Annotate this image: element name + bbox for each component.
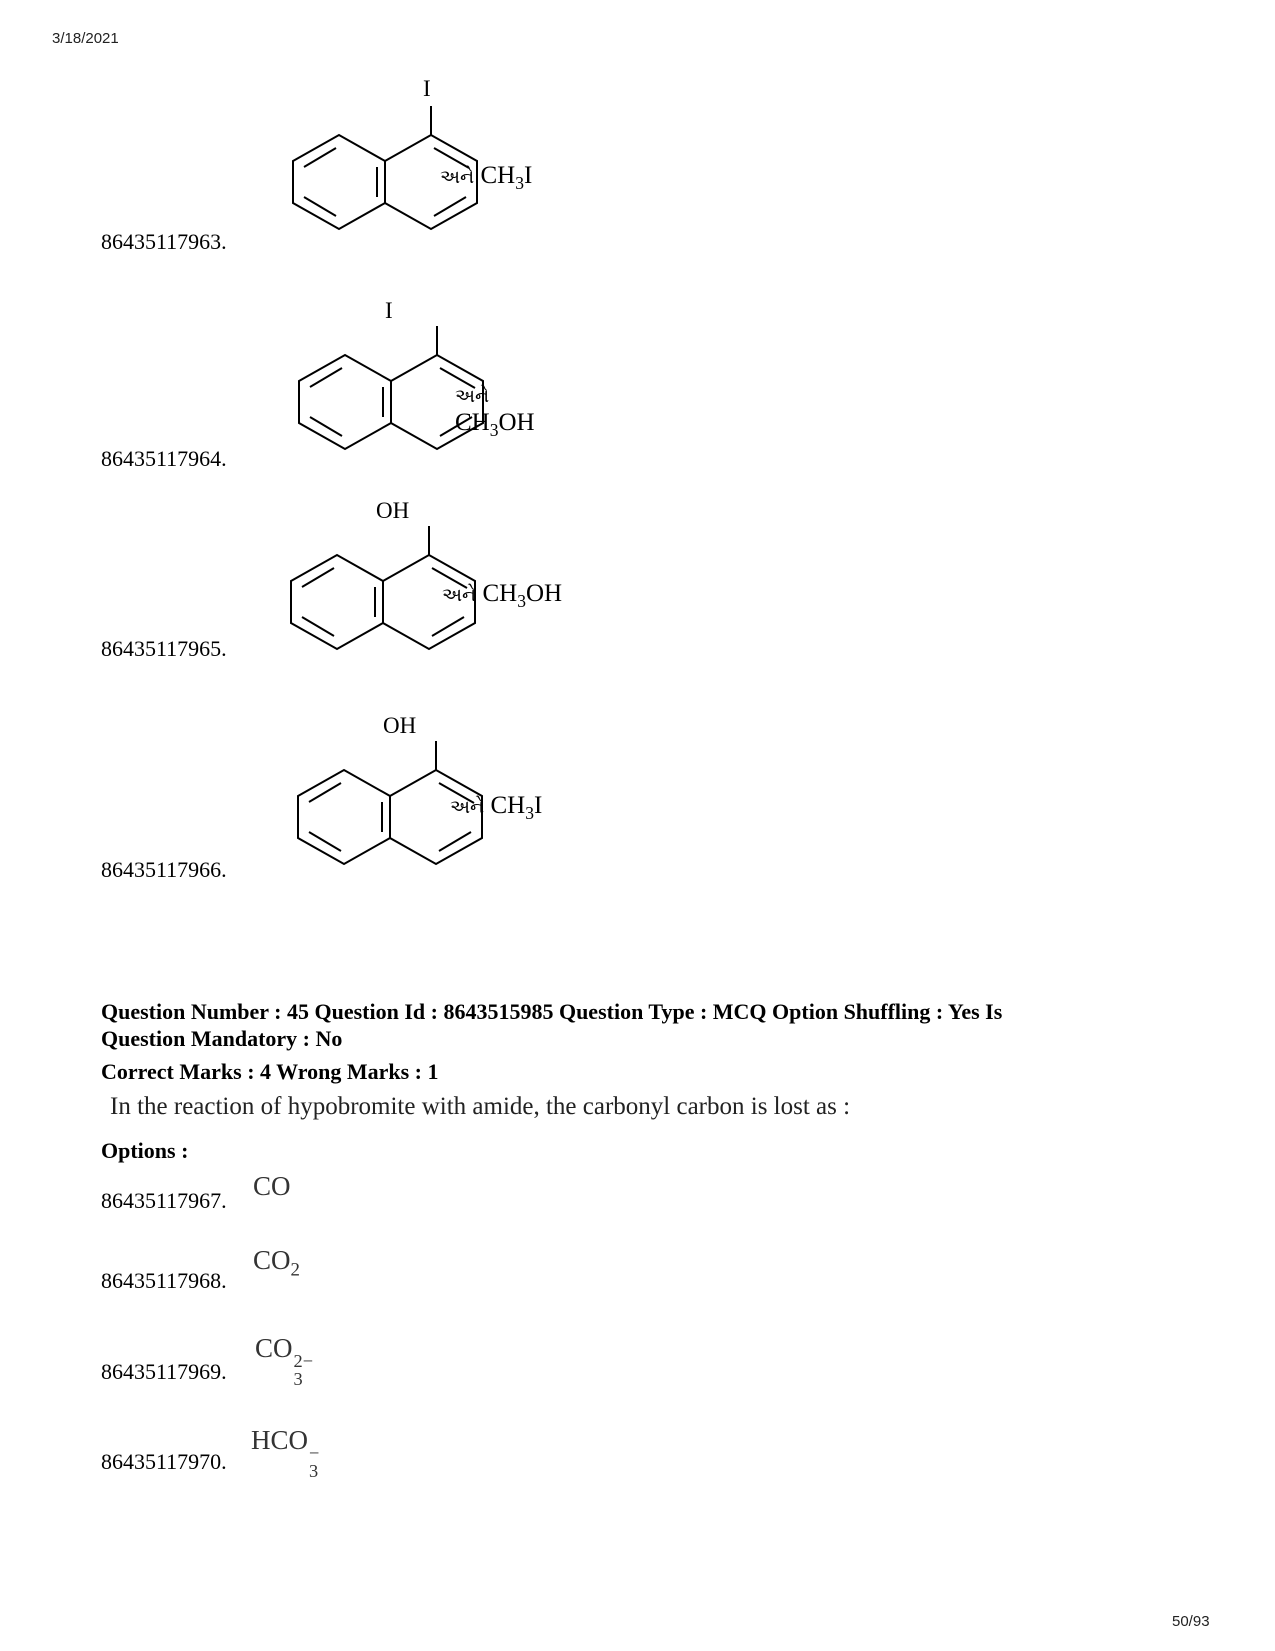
print-date: 3/18/2021	[52, 30, 119, 47]
reagent-tail: I	[523, 162, 533, 189]
substituent-label: OH	[383, 713, 417, 738]
formula-sub: 2	[290, 1259, 300, 1281]
reagent-main: CH	[482, 580, 518, 607]
page-number: 50/93	[1172, 1613, 1210, 1630]
reagent-label	[442, 580, 562, 612]
formula-charge	[294, 1353, 314, 1388]
reagent-main: CH	[480, 162, 516, 189]
option-formula	[255, 1333, 313, 1388]
reagent-tail: I	[533, 792, 543, 819]
formula-sup: 2−	[293, 1351, 314, 1372]
option-id: 86435117965.	[101, 636, 227, 661]
connector-text: અને	[450, 796, 485, 818]
connector-text: અને	[442, 584, 477, 606]
connector-text: અને	[455, 385, 490, 407]
substituent-label: I	[423, 76, 431, 101]
reagent-main: CH	[455, 409, 490, 436]
formula-main: HCO	[251, 1425, 309, 1455]
reagent-sub: 3	[489, 420, 499, 441]
naphthalene-structure	[252, 298, 572, 458]
substituent-label: I	[385, 298, 393, 323]
option-formula	[251, 1425, 319, 1480]
reagent-sub: 3	[525, 803, 534, 824]
question-marks: Correct Marks : 4 Wrong Marks : 1	[101, 1059, 439, 1084]
option-id: 86435117969.	[101, 1359, 227, 1384]
reagent-tail: OH	[498, 409, 535, 436]
option-id: 86435117967.	[101, 1188, 227, 1213]
formula-sub: 3	[293, 1368, 303, 1389]
reagent-tail: OH	[525, 580, 563, 607]
formula-charge	[309, 1445, 319, 1480]
reagent-sub: 3	[517, 591, 526, 612]
option-formula	[253, 1171, 291, 1202]
reagent-label	[440, 162, 532, 194]
question-text: In the reaction of hypobromite with amide, the carbonyl carbon is lost as :	[110, 1093, 851, 1120]
option-formula	[253, 1245, 300, 1282]
reagent-label	[455, 381, 572, 441]
reagent-main: CH	[490, 792, 526, 819]
substituent-label: OH	[376, 498, 410, 523]
formula-sub: 3	[309, 1460, 319, 1481]
question-meta: Question Number : 45 Question Id : 8643515985 Question Type : MCQ Option Shuffling : Yes Is	[101, 999, 1003, 1024]
naphthalene-structure	[251, 713, 571, 873]
formula-sup: −	[309, 1443, 320, 1464]
option-id: 86435117968.	[101, 1268, 227, 1293]
reagent-label	[450, 792, 542, 824]
option-id: 86435117964.	[101, 446, 227, 471]
formula-main: CO	[253, 1171, 291, 1201]
naphthalene-structure	[246, 78, 566, 238]
reagent-sub: 3	[515, 173, 524, 194]
formula-main: CO	[255, 1333, 293, 1363]
option-id: 86435117963.	[101, 229, 227, 254]
formula-main: CO	[253, 1245, 291, 1275]
option-id: 86435117970.	[101, 1449, 227, 1474]
options-label: Options :	[101, 1138, 189, 1163]
naphthalene-structure	[244, 498, 564, 658]
question-mandatory: Question Mandatory : No	[101, 1026, 343, 1051]
option-id: 86435117966.	[101, 857, 227, 882]
connector-text: અને	[440, 166, 475, 188]
